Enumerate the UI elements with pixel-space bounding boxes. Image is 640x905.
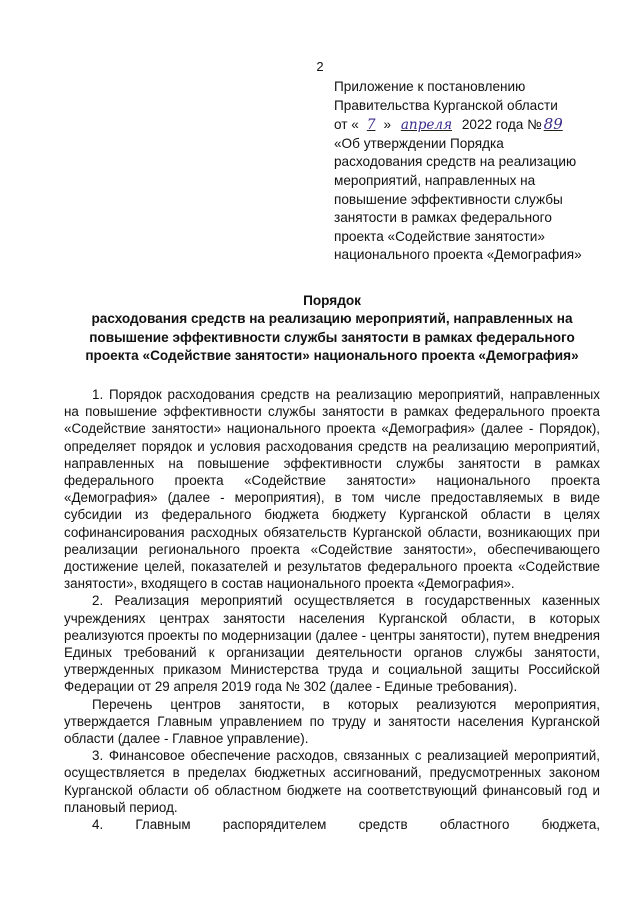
paragraph-2-continued: Перечень центров занятости, в которых реализуются мероприятия, утверждается Главным управлением по труду и занятости населения Курганской области (далее - Главное управление). xyxy=(64,696,600,747)
paragraph-4: 4. Главным распорядителем средств областного бюджета, xyxy=(92,817,600,833)
appendix-line-1: Приложение к постановлению xyxy=(334,79,526,94)
paragraph-2: 2. Реализация мероприятий осуществляется в государственных казенных учреждениях центрах занятости населения Курганской области, в которых реализуются проекты по модернизации (далее - центры занятости), путем внедрения Единых требований к организации деятельности органов службы занятости, утвержденных приказом Министерства труда и социальной защиты Российской Федерации от 29 апреля 2019 года № 302 (далее - Единые требования). xyxy=(64,593,600,695)
title-heading: Порядок xyxy=(303,293,361,308)
doc-number-handwritten: 89 xyxy=(543,115,563,134)
appendix-title-line: занятости в рамках федерального xyxy=(334,210,552,226)
date-suffix: 2022 года № xyxy=(461,117,542,133)
appendix-title-line: расходования средств на реализацию xyxy=(334,154,577,170)
appendix-title-line: мероприятий, направленных на xyxy=(334,172,536,188)
paragraph-3: 3. Финансовое обеспечение расходов, связанных с реализацией мероприятий, осуществляется в пределах бюджетных ассигнований, предусмотренных законом Курганской области об областном бюджете на соответствующий финансовый год и плановый период. xyxy=(64,748,600,815)
page-number: 2 xyxy=(316,59,324,74)
date-mid: » xyxy=(383,117,392,133)
appendix-title-line: национального проекта «Демография» xyxy=(334,247,582,263)
appendix-title-line: проекта «Содействие занятости» xyxy=(334,228,545,244)
appendix-line-2: Правительства Курганской области xyxy=(334,97,558,113)
appendix-date-line xyxy=(334,115,624,135)
appendix-block xyxy=(334,78,624,265)
paragraph-1: 1. Порядок расходования средств на реализацию мероприятий, направленных на повышение эффективности службы занятости в рамках федерального проекта «Содействие занятости» национального проекта «Демография» (далее - Порядок), определяет порядок и условия расходования средств на реализацию мероприятий, направленных на повышение эффективности службы занятости в рамках федерального проекта «Содействие занятости» национального проекта «Демография» (далее - мероприятия), в том числе предоставляемых в виде субсидии из федерального бюджета бюджету Курганской области в целях софинансирования расходных обязательств Курганской области, возникающих при реализации регионального проекта «Содействие занятости», обеспечивающего достижение целей, показателей и результатов федерального проекта «Содействие занятости», входящего в состав национального проекта «Демография». xyxy=(64,387,600,592)
date-prefix: от « xyxy=(334,117,359,133)
date-month-handwritten: апреля xyxy=(400,117,453,134)
date-day-handwritten: 7 xyxy=(366,117,376,134)
title-subheading: расходования средств на реализацию мероприятий, направленных на повышение эффективности службы занятости в рамках федерального проекта «Содействие занятости» национального проекта «Демография» xyxy=(85,311,579,364)
document-body xyxy=(64,386,600,833)
appendix-title-line: «Об утверждении Порядка xyxy=(334,135,504,151)
appendix-title-line: повышение эффективности службы xyxy=(334,191,563,207)
document-title xyxy=(64,292,600,366)
